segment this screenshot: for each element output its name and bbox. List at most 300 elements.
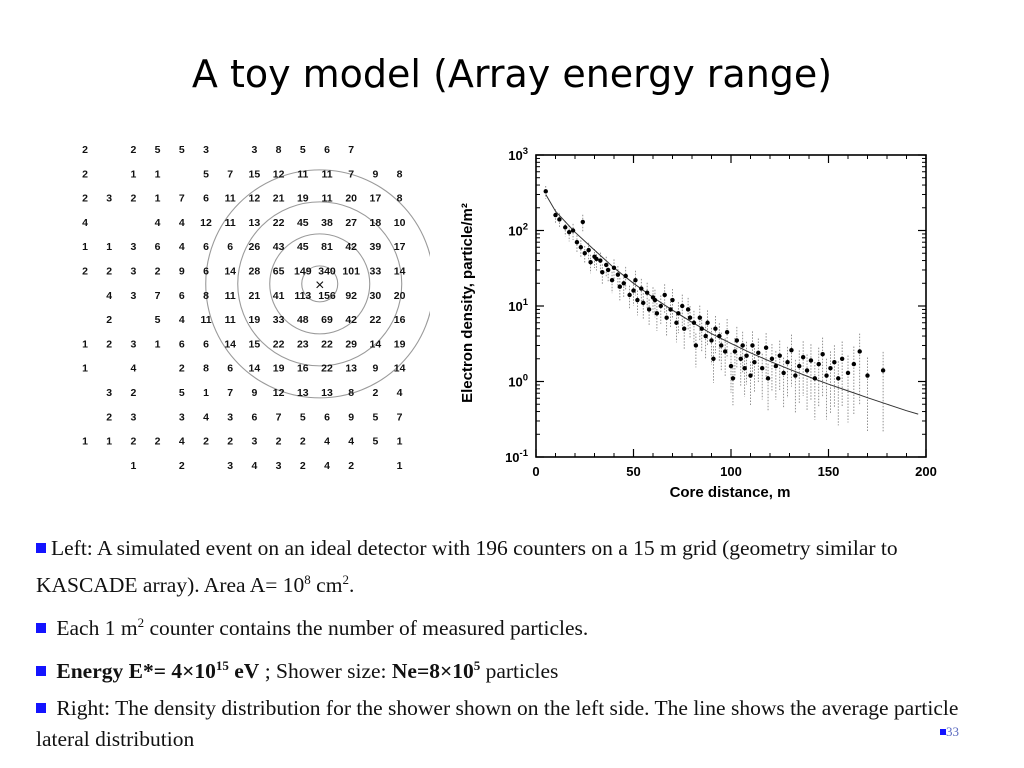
grid-cell-value: 1 bbox=[130, 168, 137, 181]
grid-cell-value: 17 bbox=[369, 192, 382, 205]
data-point bbox=[832, 360, 836, 364]
y-tick-label: $10^1$ bbox=[508, 297, 528, 314]
paragraph-counter: Each 1 $m^2$ counter contains the number of measured particles. bbox=[36, 607, 1001, 644]
data-point bbox=[653, 298, 657, 302]
grid-cell-value: 6 bbox=[324, 411, 330, 424]
data-point bbox=[789, 348, 793, 352]
grid-cell-value: 4 bbox=[396, 387, 403, 399]
data-point bbox=[766, 376, 770, 380]
paragraph-left-desc: Left: A simulated event on an ideal detector with 196 counters on a 15 m grid (geometry similar to KASCADE array). Area $A= 10^8$ $cm^2$. bbox=[36, 536, 898, 598]
grid-cell-value: 45 bbox=[296, 216, 309, 229]
grid-cell-value: 6 bbox=[203, 192, 209, 205]
grid-cell-value: 1 bbox=[106, 435, 113, 448]
data-point bbox=[553, 213, 557, 217]
grid-cell-value: 113 bbox=[294, 289, 312, 302]
data-point bbox=[686, 307, 690, 311]
grid-cell-value: 30 bbox=[369, 289, 382, 302]
grid-cell-value: 2 bbox=[82, 265, 88, 278]
grid-cell-value: 41 bbox=[272, 289, 285, 302]
grid-cell-value: 14 bbox=[248, 362, 261, 375]
data-point bbox=[544, 189, 548, 193]
data-point bbox=[655, 311, 659, 315]
grid-cell-value: 12 bbox=[272, 387, 285, 399]
data-point bbox=[639, 286, 643, 290]
grid-cell-value: 17 bbox=[393, 241, 406, 254]
data-point bbox=[828, 366, 832, 370]
data-point bbox=[563, 225, 567, 229]
y-tick-label: $10^{-1}$ bbox=[505, 448, 528, 465]
grid-cell-value: 1 bbox=[82, 362, 88, 375]
data-point bbox=[756, 351, 760, 355]
grid-cell-value: 43 bbox=[272, 241, 285, 254]
grid-cell-value: 4 bbox=[130, 362, 137, 375]
data-point bbox=[692, 321, 696, 325]
data-point bbox=[764, 346, 768, 350]
data-point bbox=[709, 338, 713, 342]
fit-line-group bbox=[546, 195, 918, 415]
data-point bbox=[703, 334, 707, 338]
y-tick-label: $10^0$ bbox=[508, 372, 528, 390]
paragraph-right-desc: Right: The density distribution for the shower shown on the left side. The line shows the average particle lateral distribution bbox=[36, 696, 959, 752]
data-point bbox=[711, 357, 715, 361]
data-point bbox=[610, 278, 614, 282]
bullet-icon bbox=[36, 666, 46, 676]
description-text bbox=[36, 533, 1001, 761]
data-point bbox=[682, 327, 686, 331]
data-point bbox=[820, 352, 824, 356]
y-axis-label: Electron density, particle/m² bbox=[459, 203, 476, 403]
grid-cell-value: 9 bbox=[178, 265, 185, 278]
data-point bbox=[742, 366, 746, 370]
x-tick-label: 50 bbox=[626, 464, 641, 479]
grid-cell-value: 11 bbox=[224, 216, 236, 229]
data-point bbox=[635, 298, 639, 302]
data-point bbox=[688, 315, 692, 319]
grid-cell-value: 16 bbox=[296, 362, 309, 375]
data-point bbox=[719, 343, 723, 347]
paragraph-energy: Energy $E*= 4\times 10^{15}$ eV ; Shower size: $Ne=8\times 10^5$ particles bbox=[36, 650, 1001, 687]
grid-cell-value: 8 bbox=[396, 168, 403, 181]
data-point bbox=[659, 304, 663, 308]
grid-cell-value: 2 bbox=[178, 362, 185, 375]
data-point bbox=[594, 257, 598, 261]
data-point bbox=[645, 291, 649, 295]
data-point bbox=[752, 360, 756, 364]
grid-cell-value: 4 bbox=[348, 435, 355, 448]
data-point bbox=[641, 301, 645, 305]
grid-cell-value: 4 bbox=[178, 435, 185, 448]
grid-cell-value: 19 bbox=[393, 338, 406, 351]
grid-cell-value: 5 bbox=[154, 314, 161, 327]
grid-cell-value: 2 bbox=[299, 459, 306, 472]
grid-cell-value: 8 bbox=[348, 387, 355, 399]
grid-cell-value: 3 bbox=[130, 265, 137, 278]
grid-cell-value: 9 bbox=[251, 387, 258, 399]
grid-cell-value: 9 bbox=[372, 168, 379, 181]
data-point bbox=[647, 307, 651, 311]
x-tick-label: 150 bbox=[817, 464, 840, 479]
grid-cell-value: 33 bbox=[369, 265, 382, 278]
grid-cell-value: 1 bbox=[154, 192, 161, 205]
data-point bbox=[598, 258, 602, 262]
data-point bbox=[663, 293, 667, 297]
data-point bbox=[797, 364, 801, 368]
data-point bbox=[622, 281, 626, 285]
grid-cell-value: 7 bbox=[227, 168, 234, 181]
grid-cell-value: 6 bbox=[178, 289, 185, 302]
grid-cell-value: 6 bbox=[251, 411, 258, 424]
bullet-icon bbox=[36, 623, 46, 633]
grid-cell-value: 2 bbox=[275, 435, 282, 448]
data-point bbox=[852, 362, 856, 366]
data-point bbox=[717, 334, 721, 338]
grid-cell-value: 13 bbox=[296, 387, 309, 399]
data-point bbox=[793, 373, 797, 377]
grid-cell-value: 4 bbox=[251, 459, 258, 472]
data-point bbox=[676, 311, 680, 315]
grid-cell-value: 149 bbox=[294, 265, 312, 278]
grid-cell-value: 8 bbox=[203, 289, 209, 302]
x-axis-label: Core distance, m bbox=[669, 484, 791, 501]
grid-cell-value: 4 bbox=[203, 411, 209, 424]
data-point bbox=[735, 338, 739, 342]
grid-cell-value: 33 bbox=[272, 314, 285, 327]
grid-cell-value: 7 bbox=[348, 168, 355, 181]
grid-cell-value: 4 bbox=[154, 216, 161, 229]
grid-cell-value: 27 bbox=[345, 216, 358, 229]
data-point bbox=[713, 327, 717, 331]
data-point bbox=[774, 364, 778, 368]
grid-cell-value: 3 bbox=[275, 459, 282, 472]
grid-cell-value: 6 bbox=[227, 241, 234, 254]
error-bars bbox=[546, 186, 883, 432]
data-point bbox=[733, 349, 737, 353]
grid-cell-value: 11 bbox=[321, 168, 333, 181]
data-point bbox=[750, 343, 754, 347]
grid-cell-value: 3 bbox=[106, 387, 113, 399]
data-point bbox=[705, 321, 709, 325]
grid-cell-value: 38 bbox=[321, 216, 333, 229]
grid-cell-value: 28 bbox=[248, 265, 261, 278]
data-point bbox=[824, 373, 828, 377]
data-point bbox=[858, 349, 862, 353]
grid-cell-value: 92 bbox=[345, 289, 358, 302]
data-point bbox=[618, 285, 622, 289]
grid-cell-value: 1 bbox=[396, 435, 403, 448]
data-point bbox=[674, 321, 678, 325]
x-tick-label: 200 bbox=[915, 464, 937, 479]
data-point bbox=[817, 362, 821, 366]
grid-cell-value: 2 bbox=[130, 144, 137, 156]
lateral-distribution-chart bbox=[452, 135, 952, 510]
grid-cell-value: 22 bbox=[321, 338, 333, 351]
grid-cell-value: 3 bbox=[178, 411, 185, 424]
grid-cell-value: 6 bbox=[227, 362, 234, 375]
y-tick-label: $10^2$ bbox=[508, 221, 528, 239]
grid-cell-value: 5 bbox=[178, 387, 185, 399]
x-tick-label: 0 bbox=[532, 464, 540, 479]
grid-cell-value: 3 bbox=[227, 459, 234, 472]
data-point bbox=[700, 327, 704, 331]
grid-cell-value: 2 bbox=[130, 387, 137, 399]
grid-cell-value: 2 bbox=[106, 338, 113, 351]
grid-cell-value: 42 bbox=[345, 314, 358, 327]
grid-cell-value: 20 bbox=[345, 192, 358, 205]
grid-cell-value: 39 bbox=[369, 241, 382, 254]
data-point bbox=[723, 349, 727, 353]
grid-cell-value: 26 bbox=[248, 241, 261, 254]
grid-cell-value: 1 bbox=[154, 338, 161, 351]
data-point bbox=[865, 373, 869, 377]
grid-cell-value: 3 bbox=[227, 411, 234, 424]
grid-cell-value: 22 bbox=[272, 216, 285, 229]
data-point bbox=[748, 373, 752, 377]
grid-cell-value: 2 bbox=[203, 435, 209, 448]
grid-cell-value: 42 bbox=[345, 241, 358, 254]
grid-cell-value: 81 bbox=[321, 241, 333, 254]
grid-cell-value: 11 bbox=[200, 314, 212, 327]
data-point bbox=[604, 263, 608, 267]
grid-cell-value: 340 bbox=[318, 265, 336, 278]
grid-cell-value: 20 bbox=[393, 289, 406, 302]
grid-cell-value: 6 bbox=[154, 241, 161, 254]
grid-cell-value: 9 bbox=[348, 411, 355, 424]
grid-cell-value: 15 bbox=[248, 338, 261, 351]
bullet-icon bbox=[36, 543, 46, 553]
data-point bbox=[694, 343, 698, 347]
grid-cell-value: 156 bbox=[318, 289, 336, 302]
grid-cell-value: 14 bbox=[224, 265, 237, 278]
grid-cell-value: 7 bbox=[275, 411, 282, 424]
data-point bbox=[770, 357, 774, 361]
grid-cell-value: 1 bbox=[396, 459, 403, 472]
grid-cell-value: 1 bbox=[82, 338, 88, 351]
grid-cell-value: 6 bbox=[203, 338, 209, 351]
grid-cell-value: 22 bbox=[369, 314, 382, 327]
grid-cell-value: 3 bbox=[130, 289, 137, 302]
grid-cell-value: 12 bbox=[272, 168, 285, 181]
grid-cell-value: 8 bbox=[203, 362, 209, 375]
grid-cell-value: 9 bbox=[372, 362, 379, 375]
grid-cell-value: 69 bbox=[321, 314, 333, 327]
grid-cell-value: 5 bbox=[372, 411, 379, 424]
data-point bbox=[631, 288, 635, 292]
grid-cell-value: 6 bbox=[203, 265, 209, 278]
grid-cell-value: 5 bbox=[154, 144, 161, 156]
slide-title: A toy model (Array energy range) bbox=[191, 52, 833, 96]
grid-cell-value: 29 bbox=[345, 338, 358, 351]
data-point bbox=[785, 360, 789, 364]
data-point bbox=[778, 353, 782, 357]
grid-cell-value: 13 bbox=[248, 216, 261, 229]
shower-core-marker: × bbox=[315, 276, 325, 294]
grid-cell-value: 4 bbox=[178, 314, 185, 327]
grid-cell-value: 2 bbox=[106, 265, 113, 278]
data-point bbox=[801, 355, 805, 359]
grid-cell-value: 12 bbox=[200, 216, 212, 229]
grid-cell-value: 3 bbox=[130, 338, 137, 351]
data-point bbox=[670, 298, 674, 302]
grid-cell-value: 4 bbox=[324, 459, 330, 472]
data-point bbox=[571, 228, 575, 232]
grid-cell-value: 7 bbox=[396, 411, 403, 424]
grid-cell-value: 10 bbox=[393, 216, 406, 229]
grid-cell-value: 3 bbox=[203, 144, 209, 156]
grid-cell-value: 11 bbox=[297, 168, 309, 181]
data-point bbox=[600, 270, 604, 274]
grid-cell-value: 11 bbox=[224, 289, 236, 302]
grid-cell-value: 21 bbox=[248, 289, 261, 302]
x-tick-label: 100 bbox=[720, 464, 742, 479]
y-axis-ticks bbox=[505, 146, 926, 465]
data-point bbox=[760, 366, 764, 370]
grid-cell-value: 11 bbox=[224, 192, 236, 205]
grid-cell-value: 7 bbox=[154, 289, 161, 302]
data-point bbox=[725, 330, 729, 334]
data-point bbox=[729, 364, 733, 368]
data-point bbox=[575, 240, 579, 244]
average-lateral-distribution-line bbox=[546, 195, 918, 415]
grid-cell-value: 22 bbox=[272, 338, 285, 351]
grid-cell-value: 6 bbox=[324, 144, 330, 156]
grid-cell-value: 5 bbox=[178, 144, 185, 156]
grid-cells bbox=[82, 144, 406, 472]
grid-cell-value: 2 bbox=[299, 435, 306, 448]
grid-cell-value: 3 bbox=[251, 435, 258, 448]
grid-cell-value: 101 bbox=[342, 265, 360, 278]
grid-cell-value: 1 bbox=[154, 168, 161, 181]
grid-cell-value: 4 bbox=[178, 216, 185, 229]
data-point bbox=[581, 220, 585, 224]
grid-cell-value: 19 bbox=[296, 192, 309, 205]
data-point bbox=[567, 230, 571, 234]
data-point bbox=[624, 274, 628, 278]
grid-cell-value: 1 bbox=[203, 387, 209, 399]
data-point bbox=[616, 272, 620, 276]
grid-cell-value: 48 bbox=[296, 314, 309, 327]
grid-cell-value: 8 bbox=[275, 144, 282, 156]
grid-cell-value: 6 bbox=[178, 338, 185, 351]
data-point bbox=[744, 353, 748, 357]
grid-cell-value: 14 bbox=[393, 362, 406, 375]
data-point bbox=[881, 368, 885, 372]
grid-cell-value: 1 bbox=[82, 241, 88, 254]
grid-cell-value: 5 bbox=[299, 144, 306, 156]
data-point bbox=[731, 376, 735, 380]
data-point bbox=[586, 248, 590, 252]
data-point bbox=[813, 376, 817, 380]
data-point bbox=[680, 304, 684, 308]
grid-cell-value: 12 bbox=[248, 192, 261, 205]
grid-cell-value: 1 bbox=[82, 435, 88, 448]
grid-cell-value: 2 bbox=[154, 435, 161, 448]
grid-cell-value: 19 bbox=[272, 362, 285, 375]
grid-cell-value: 2 bbox=[106, 411, 113, 424]
y-tick-label: $10^3$ bbox=[508, 146, 528, 163]
data-point bbox=[588, 260, 592, 264]
data-point bbox=[781, 371, 785, 375]
grid-cell-value: 3 bbox=[106, 192, 113, 205]
grid-cell-value: 3 bbox=[130, 241, 137, 254]
grid-cell-value: 7 bbox=[227, 387, 234, 399]
grid-cell-value: 11 bbox=[224, 314, 236, 327]
x-axis-ticks bbox=[532, 155, 936, 479]
data-point bbox=[633, 278, 637, 282]
grid-cell-value: 1 bbox=[130, 459, 137, 472]
grid-cell-value: 18 bbox=[369, 216, 382, 229]
grid-cell-value: 2 bbox=[82, 192, 88, 205]
grid-cell-value: 2 bbox=[372, 387, 379, 399]
grid-cell-value: 3 bbox=[130, 411, 137, 424]
grid-cell-value: 4 bbox=[324, 435, 330, 448]
data-point bbox=[606, 268, 610, 272]
grid-cell-value: 5 bbox=[203, 168, 209, 181]
data-point bbox=[612, 266, 616, 270]
data-point bbox=[809, 358, 813, 362]
grid-cell-value: 11 bbox=[321, 192, 333, 205]
grid-cell-value: 5 bbox=[299, 411, 306, 424]
grid-cell-value: 7 bbox=[348, 144, 355, 156]
grid-cell-value: 2 bbox=[348, 459, 355, 472]
data-point bbox=[739, 357, 743, 361]
grid-cell-value: 15 bbox=[248, 168, 261, 181]
grid-cell-value: 22 bbox=[321, 362, 333, 375]
grid-cell-value: 21 bbox=[272, 192, 285, 205]
grid-cell-value: 2 bbox=[82, 168, 88, 181]
page-number: 33 bbox=[940, 724, 959, 740]
grid-cell-value: 2 bbox=[130, 192, 137, 205]
grid-cell-value: 14 bbox=[369, 338, 382, 351]
grid-cell-value: 65 bbox=[272, 265, 285, 278]
grid-cell-value: 14 bbox=[224, 338, 237, 351]
grid-cell-value: 16 bbox=[393, 314, 406, 327]
data-point bbox=[836, 376, 840, 380]
grid-cell-value: 7 bbox=[178, 192, 185, 205]
data-point bbox=[698, 315, 702, 319]
grid-cell-value: 2 bbox=[178, 459, 185, 472]
grid-cell-value: 14 bbox=[393, 265, 406, 278]
grid-cell-value: 4 bbox=[178, 241, 185, 254]
data-point bbox=[664, 315, 668, 319]
grid-cell-value: 4 bbox=[82, 216, 88, 229]
grid-cell-value: 4 bbox=[106, 289, 113, 302]
bullet-icon bbox=[36, 703, 46, 713]
grid-cell-value: 2 bbox=[227, 435, 234, 448]
data-point bbox=[741, 343, 745, 347]
grid-cell-value: 8 bbox=[396, 192, 403, 205]
grid-cell-value: 19 bbox=[248, 314, 261, 327]
data-point bbox=[583, 251, 587, 255]
grid-cell-value: 6 bbox=[203, 241, 209, 254]
data-point bbox=[627, 293, 631, 297]
data-point bbox=[846, 371, 850, 375]
grid-cell-value: 2 bbox=[82, 144, 88, 156]
detector-grid bbox=[70, 135, 430, 485]
grid-cell-value: 23 bbox=[296, 338, 309, 351]
grid-cell-value: 1 bbox=[106, 241, 113, 254]
grid-cell-value: 2 bbox=[106, 314, 113, 327]
grid-cell-value: 2 bbox=[130, 435, 137, 448]
data-point bbox=[668, 307, 672, 311]
data-point bbox=[557, 217, 561, 221]
grid-cell-value: 2 bbox=[154, 265, 161, 278]
grid-cell-value: 13 bbox=[321, 387, 333, 399]
grid-cell-value: 5 bbox=[372, 435, 379, 448]
grid-cell-value: 13 bbox=[345, 362, 358, 375]
data-point bbox=[840, 357, 844, 361]
data-point bbox=[805, 368, 809, 372]
grid-cell-value: 3 bbox=[251, 144, 258, 156]
